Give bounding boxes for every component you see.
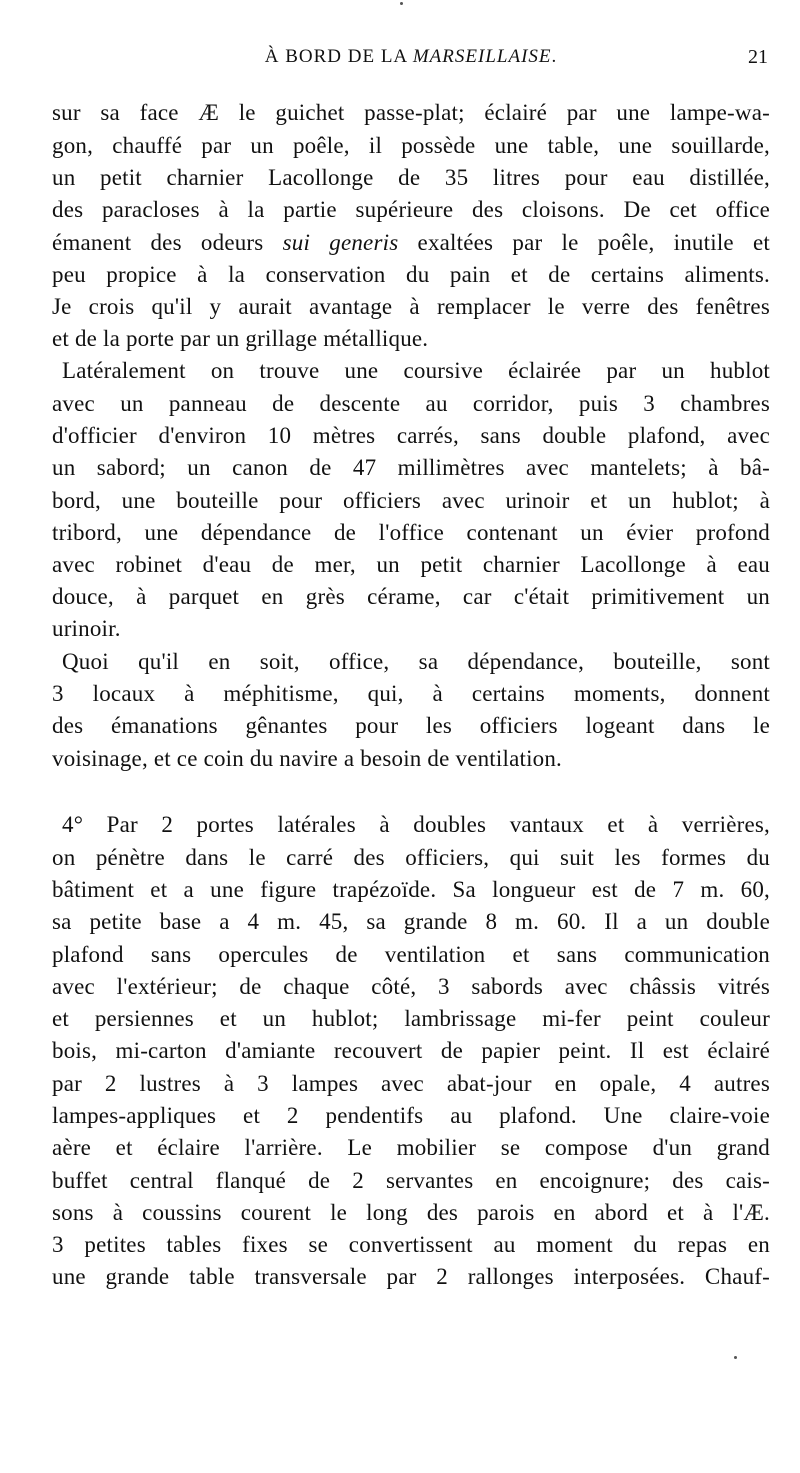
paragraph-start: Quoi qu'il en soit, office, sa dépendance, bouteille, sont bbox=[62, 649, 770, 674]
text-line: aère et éclaire l'arrière. Le mobilier se compose d'un grand bbox=[52, 1135, 770, 1160]
text-line: sa petite base a 4 m. 45, sa grande 8 m. 60. Il a un double bbox=[52, 909, 770, 934]
text-line: voisinage, et ce coin du navire a besoin de ventilation. bbox=[52, 746, 563, 771]
text-line-with-italic bbox=[52, 227, 770, 259]
text-line: avec robinet d'eau de mer, un petit charnier Lacollonge à eau bbox=[52, 552, 770, 577]
running-title bbox=[52, 46, 770, 68]
running-title-part1: À BORD DE LA bbox=[264, 46, 413, 67]
text-line: des émanations gênantes pour les officiers logeant dans le bbox=[52, 713, 770, 738]
text-line: 3 petites tables fixes se convertissent au moment du repas en bbox=[52, 1232, 770, 1257]
text-line: Je crois qu'il y aurait avantage à remplacer le verre des fenêtres bbox=[52, 294, 770, 319]
text-line: douce, à parquet en grès cérame, car c'était primitivement un bbox=[52, 584, 770, 609]
text-line: un sabord; un canon de 47 millimètres avec mantelets; à bâ- bbox=[52, 455, 770, 480]
paragraph-start: Latéralement on trouve une coursive éclairée par un hublot bbox=[62, 358, 770, 383]
text-line: sur sa face Æ le guichet passe-plat; éclairé par une lampe-wa- bbox=[52, 100, 770, 125]
page-number: 21 bbox=[748, 46, 768, 68]
paper-speck bbox=[734, 1356, 737, 1359]
text-line: urinoir. bbox=[52, 616, 121, 641]
text-line: sons à coussins courent le long des parois en abord et à l'Æ. bbox=[52, 1200, 770, 1225]
text-line: lampes-appliques et 2 pendentifs au plafond. Une claire-voie bbox=[52, 1103, 770, 1128]
text-line: gon, chauffé par un poêle, il possède une table, une souillarde, bbox=[52, 133, 770, 158]
text-line: avec l'extérieur; de chaque côté, 3 sabords avec châssis vitrés bbox=[52, 974, 770, 999]
text-line: 3 locaux à méphitisme, qui, à certains moments, donnent bbox=[52, 681, 770, 706]
text-line: un petit charnier Lacollonge de 35 litres pour eau distillée, bbox=[52, 165, 770, 190]
text-line: une grande table transversale par 2 rallonges interposées. Chauf- bbox=[52, 1264, 770, 1289]
text-line: par 2 lustres à 3 lampes avec abat-jour en opale, 4 autres bbox=[52, 1071, 770, 1096]
text-line: avec un panneau de descente au corridor, puis 3 chambres bbox=[52, 391, 770, 416]
text-line: plafond sans opercules de ventilation et sans communication bbox=[52, 942, 770, 967]
text-line: peu propice à la conservation du pain et de certains aliments. bbox=[52, 262, 770, 287]
italic-phrase: sui generis bbox=[282, 230, 399, 255]
text-line: bâtiment et a une figure trapézoïde. Sa longueur est de 7 m. 60, bbox=[52, 877, 770, 902]
paper-speck bbox=[400, 2, 403, 5]
text-line: tribord, une dépendance de l'office contenant un évier profond bbox=[52, 520, 770, 545]
text-line: et persiennes et un hublot; lambrissage mi-fer peint couleur bbox=[52, 1006, 770, 1031]
text-line: on pénètre dans le carré des officiers, qui suit les formes du bbox=[52, 845, 770, 870]
text-line: des paracloses à la partie supérieure des cloisons. De cet office bbox=[52, 197, 770, 222]
text-line: d'officier d'environ 10 mètres carrés, sans double plafond, avec bbox=[52, 423, 770, 448]
page-header bbox=[52, 46, 770, 76]
paragraph-start: 4° Par 2 portes latérales à doubles vantaux et à verrières, bbox=[62, 812, 770, 837]
running-title-ship-name: MARSEILLAISE bbox=[412, 46, 552, 67]
text-line: bois, mi-carton d'amiante recouvert de papier peint. Il est éclairé bbox=[52, 1038, 770, 1063]
text-line: et de la porte par un grillage métallique. bbox=[52, 326, 429, 351]
text-line: buffet central flanqué de 2 servantes en encoignure; des cais- bbox=[52, 1168, 770, 1193]
text-fragment: exaltées par le poêle, inutile et bbox=[398, 230, 770, 255]
text-line: bord, une bouteille pour officiers avec urinoir et un hublot; à bbox=[52, 488, 770, 513]
running-title-part3: . bbox=[551, 46, 558, 67]
text-fragment: émanent des odeurs bbox=[52, 230, 283, 255]
